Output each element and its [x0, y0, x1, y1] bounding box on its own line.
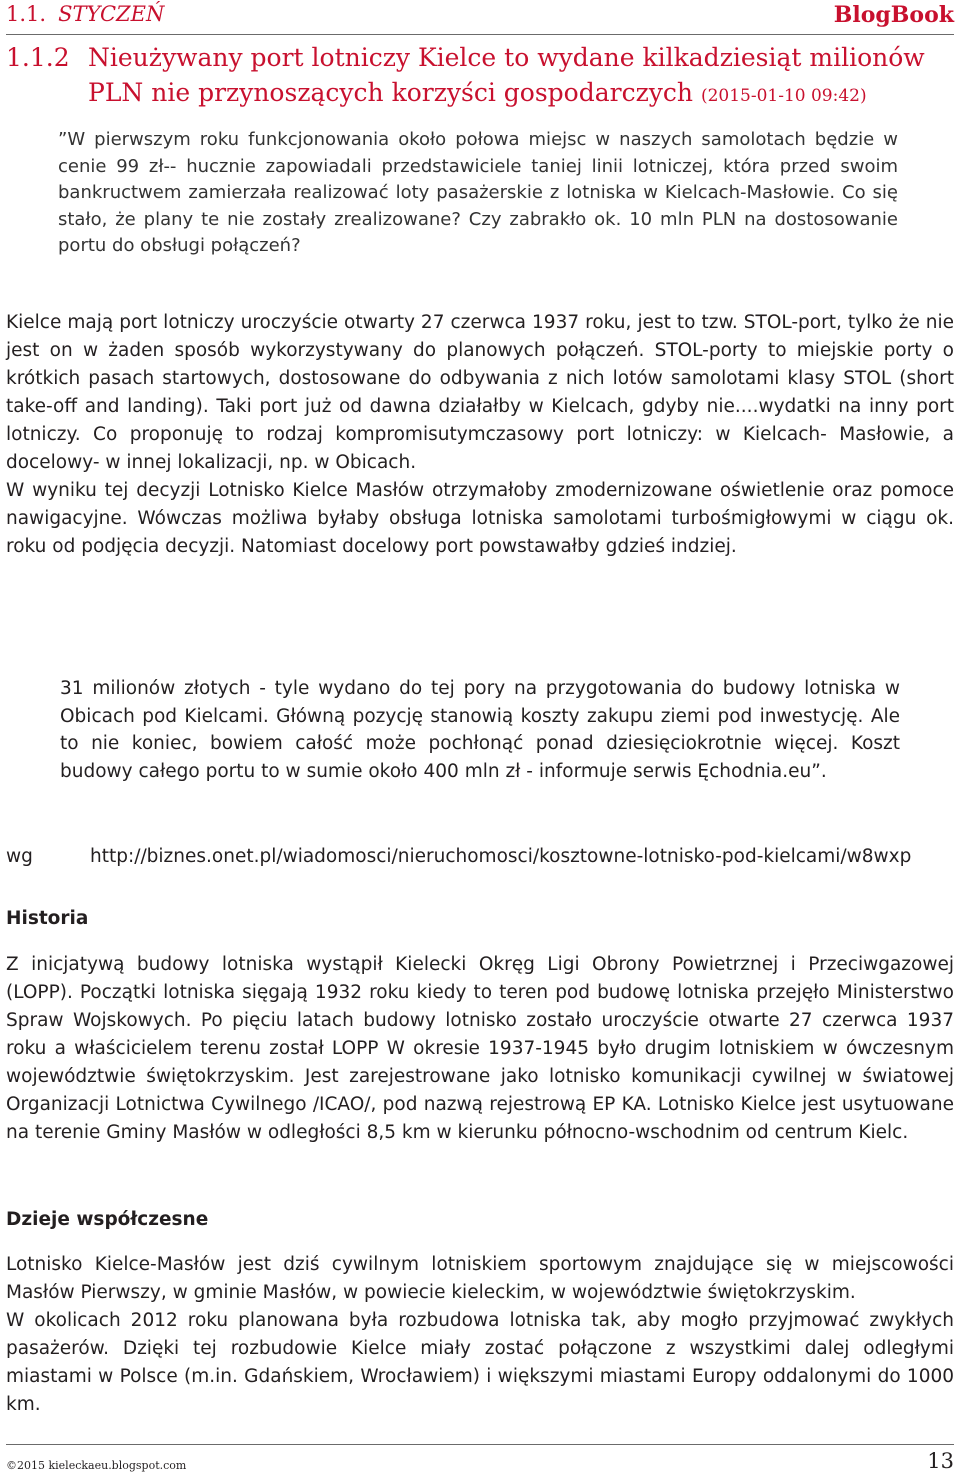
lead-paragraph: ”W pierwszym roku funkcjonowania około połowa miejsc w naszych samolotach będzie w cenie 99 zł-- hucznie zapowiadali przedstawiciele taniej linii lotniczej, która przed swoim bankructwem zamierzała realizować loty pasażerskie z lotniska w Kielcach-Masłowie. Co się stało, że plany te nie zostały zrealizowane? Czy zabrakło ok. 10 mln PLN na dostosowanie portu do obsługi połączeń? [58, 129, 898, 256]
page-number: 13 [927, 1449, 954, 1473]
article-title-line2: PLN nie przynoszących korzyści gospodarczych [88, 78, 693, 107]
header-rule [6, 34, 954, 35]
article-number: 1.1.2 [6, 43, 70, 72]
brand-label: BlogBook [833, 2, 954, 28]
quote-text: 31 milionów złotych - tyle wydano do tej pory na przygotowania do budowy lotniska w Obicach pod Kielcami. Główną pozycję stanowią koszty zakupu ziemi pod inwestycję. Ale to nie koniec, bowiem całość może pochłonąć ponad dziesięciokrotnie więcej. Koszt budowy całego portu to w sumie około 400 mln zł - informuje serwis Ęchodnia.eu”. [60, 678, 900, 782]
body-paragraph: W wyniku tej decyzji Lotnisko Kielce Masłów otrzymałoby zmodernizowane oświetlenie oraz pomoce nawigacyjne. Wówczas możliwa byłaby obsługa lotniska samolotami turbośmigłowymi w ciągu ok. roku od podjęcia decyzji. Natomiast docelowy port powstawałby gdzieś indziej. [6, 480, 954, 557]
article-title [6, 40, 956, 114]
history-heading: Historia [6, 908, 89, 929]
modern-heading: Dzieje współczesne [6, 1209, 209, 1230]
section-label [6, 2, 164, 26]
article-body [6, 309, 954, 561]
source-url[interactable]: http://biznes.onet.pl/wiadomosci/nieruchomosci/kosztowne-lotnisko-pod-kielcami/w8wxp [90, 846, 912, 867]
modern-paragraph: Lotnisko Kielce-Masłów jest dziś cywilnym lotniskiem sportowym znajdujące się w miejscowości Masłów Pierwszy, w gminie Masłów, w powiecie kieleckim, w województwie świętokrzyskim. [6, 1254, 954, 1303]
source-line [6, 843, 954, 870]
source-prefix: wg [6, 846, 33, 867]
article-lead [58, 127, 898, 260]
footer-rule [6, 1444, 954, 1445]
running-header [6, 2, 954, 34]
section-name: STYCZEŃ [58, 2, 165, 26]
history-paragraph: Z inicjatywą budowy lotniska wystąpił Kielecki Okręg Ligi Obrony Powietrznej i Przeciwgazowej (LOPP). Początki lotniska sięgają 1932 roku kiedy to teren pod budowę lotniska przejęło Ministerstwo Spraw Wojskowych. Po pięciu latach budowy lotnisko zostało uroczyście otwarte 27 czerwca 1937 roku a właścicielem terenu został LOPP W okresie 1937-1945 było drugim lotniskiem w ówczesnym województwie świętokrzyskim. Jest zarejestrowane jako lotnisko komunikacji cywilnej w światowej Organizacji Lotnictwa Cywilnego /ICAO/, pod nazwą rejestrową EP KA. Lotnisko Kielce jest usytuowane na terenie Gminy Masłów w odległości 8,5 km w kierunku północno-wschodnim od centrum Kielc. [6, 954, 954, 1143]
modern-section [6, 1251, 954, 1419]
body-paragraph: Kielce mają port lotniczy uroczyście otwarty 27 czerwca 1937 roku, jest to tzw. STOL-port, tylko że nie jest on w żaden sposób wykorzystywany do planowych połączeń. STOL-porty to miejskie porty o krótkich pasach startowych, dostosowane do odbywania z nich lotów samolotami klasy STOL (short take-off and landing). Taki port już od dawna działałby w Kielcach, gdyby nie....wydatki na inny port lotniczy. Co proponuję to rodzaj kompromisutymczasowy port lotniczy: w Kielcach- Masłowie, a docelowy- w innej lokalizacji, np. w Obicach. [6, 312, 954, 473]
article-date: (2015-01-10 09:42) [700, 86, 867, 106]
footer-copyright: ©2015 kieleckaeu.blogspot.com [6, 1459, 187, 1472]
block-quote [60, 675, 900, 785]
section-number: 1.1. [6, 2, 47, 26]
history-section [6, 951, 954, 1147]
modern-paragraph: W okolicach 2012 roku planowana była rozbudowa lotniska tak, aby mogło przyjmować zwykłych pasażerów. Dzięki tej rozbudowie Kielce miały zostać połączone z wszystkimi dalej odległymi miastami w Polsce (m.in. Gdańskiem, Wrocławiem) i większymi miastami Europy oddalonymi do 1000 km. [6, 1310, 954, 1415]
article-title-line1: Nieużywany port lotniczy Kielce to wydane kilkadziesiąt milionów [88, 43, 925, 72]
